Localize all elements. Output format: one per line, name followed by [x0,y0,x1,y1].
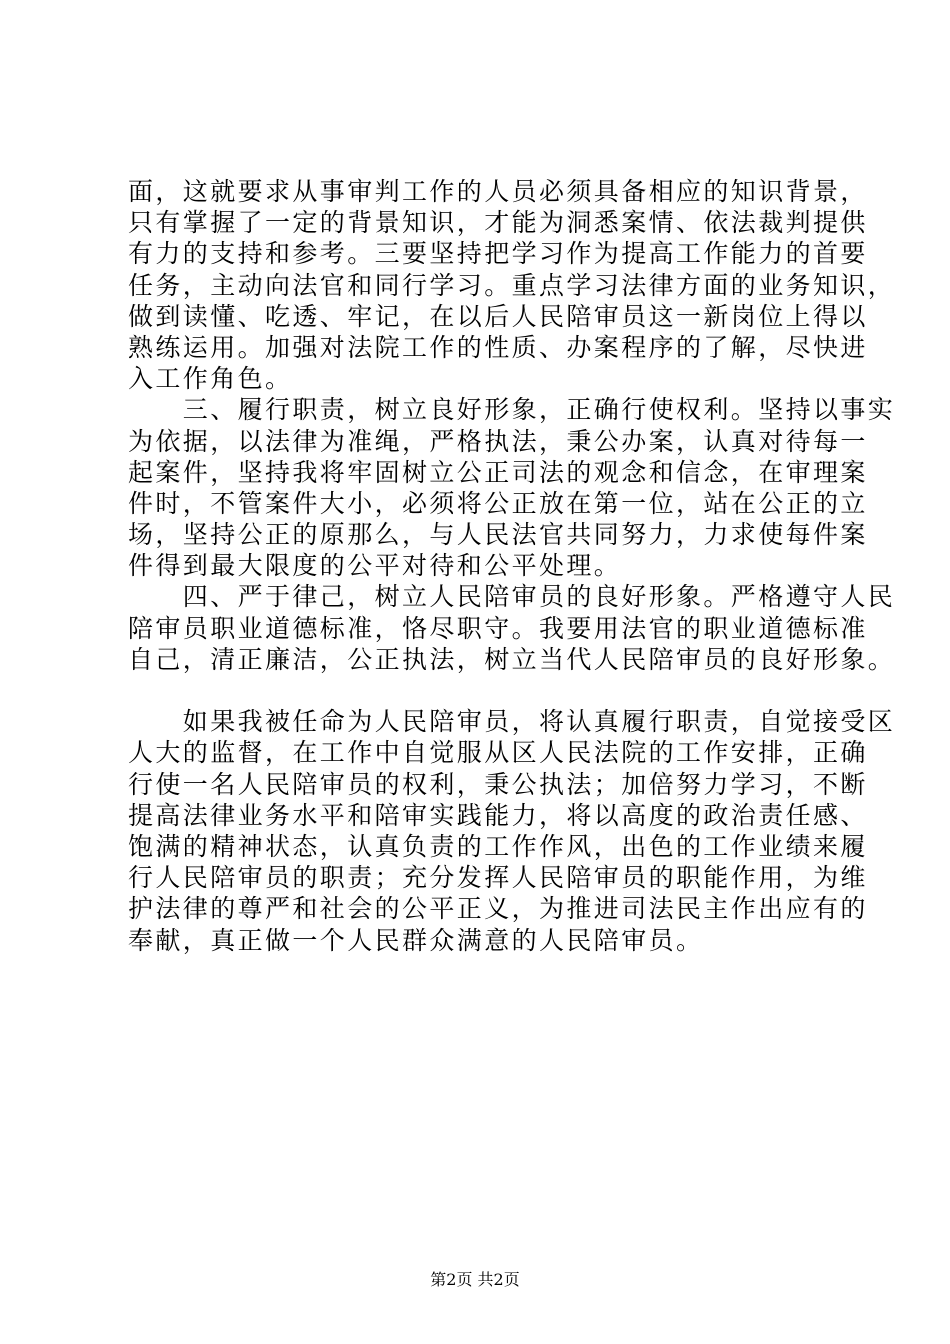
text-line: 护法律的尊严和社会的公平正义，为推进司法民主作出应有的 [128,894,868,924]
text-line: 起案件，坚持我将牢固树立公正司法的观念和信念，在审理案 [128,457,868,487]
blank-line [128,675,838,706]
text-line: 任务，主动向法官和同行学习。重点学习法律方面的业务知识， [128,270,896,300]
page-number: 第2页 共2页 [430,1270,520,1289]
text-line: 奉献，真正做一个人民群众满意的人民陪审员。 [128,925,704,955]
text-line: 人大的监督，在工作中自觉服从区人民法院的工作安排，正确 [128,738,868,768]
text-line: 自己，清正廉洁，公正执法，树立当代人民陪审员的良好形象。 [128,644,896,674]
text-line: 为依据，以法律为准绳，严格执法，秉公办案，认真对待每一 [128,426,868,456]
text-line: 件时，不管案件大小，必须将公正放在第一位，站在公正的立 [128,488,868,518]
text-line: 做到读懂、吃透、牢记，在以后人民陪审员这一新岗位上得以 [128,301,868,331]
text-line: 饱满的精神状态，认真负责的工作作风，出色的工作业绩来履 [128,831,868,861]
text-line: 陪审员职业道德标准，恪尽职守。我要用法官的职业道德标准 [128,613,868,643]
text-line: 有力的支持和参考。三要坚持把学习作为提高工作能力的首要 [128,239,868,269]
text-line: 只有掌握了一定的背景知识，才能为洞悉案情、依法裁判提供 [128,208,868,238]
text-line: 行使一名人民陪审员的权利，秉公执法；加倍努力学习，不断 [128,769,868,799]
text-line: 提高法律业务水平和陪审实践能力，将以高度的政治责任感、 [128,800,868,830]
text-line: 场，坚持公正的原那么，与人民法官共同努力，力求使每件案 [128,520,868,550]
text-line: 面，这就要求从事审判工作的人员必须具备相应的知识背景， [128,177,868,206]
text-line: 三、履行职责，树立良好形象，正确行使权利。坚持以事实 [128,395,896,425]
text-line: 四、严于律己，树立人民陪审员的良好形象。严格遵守人民 [128,582,896,612]
body-text [128,176,896,956]
text-line: 行人民陪审员的职责；充分发挥人民陪审员的职能作用，为维 [128,863,868,893]
page-footer [0,1270,950,1290]
text-line: 熟练运用。加强对法院工作的性质、办案程序的了解，尽快进 [128,332,868,362]
text-line: 入工作角色。 [128,364,293,394]
text-line: 件得到最大限度的公平对待和公平处理。 [128,551,622,581]
text-line: 如果我被任命为人民陪审员，将认真履行职责，自觉接受区 [128,707,896,737]
